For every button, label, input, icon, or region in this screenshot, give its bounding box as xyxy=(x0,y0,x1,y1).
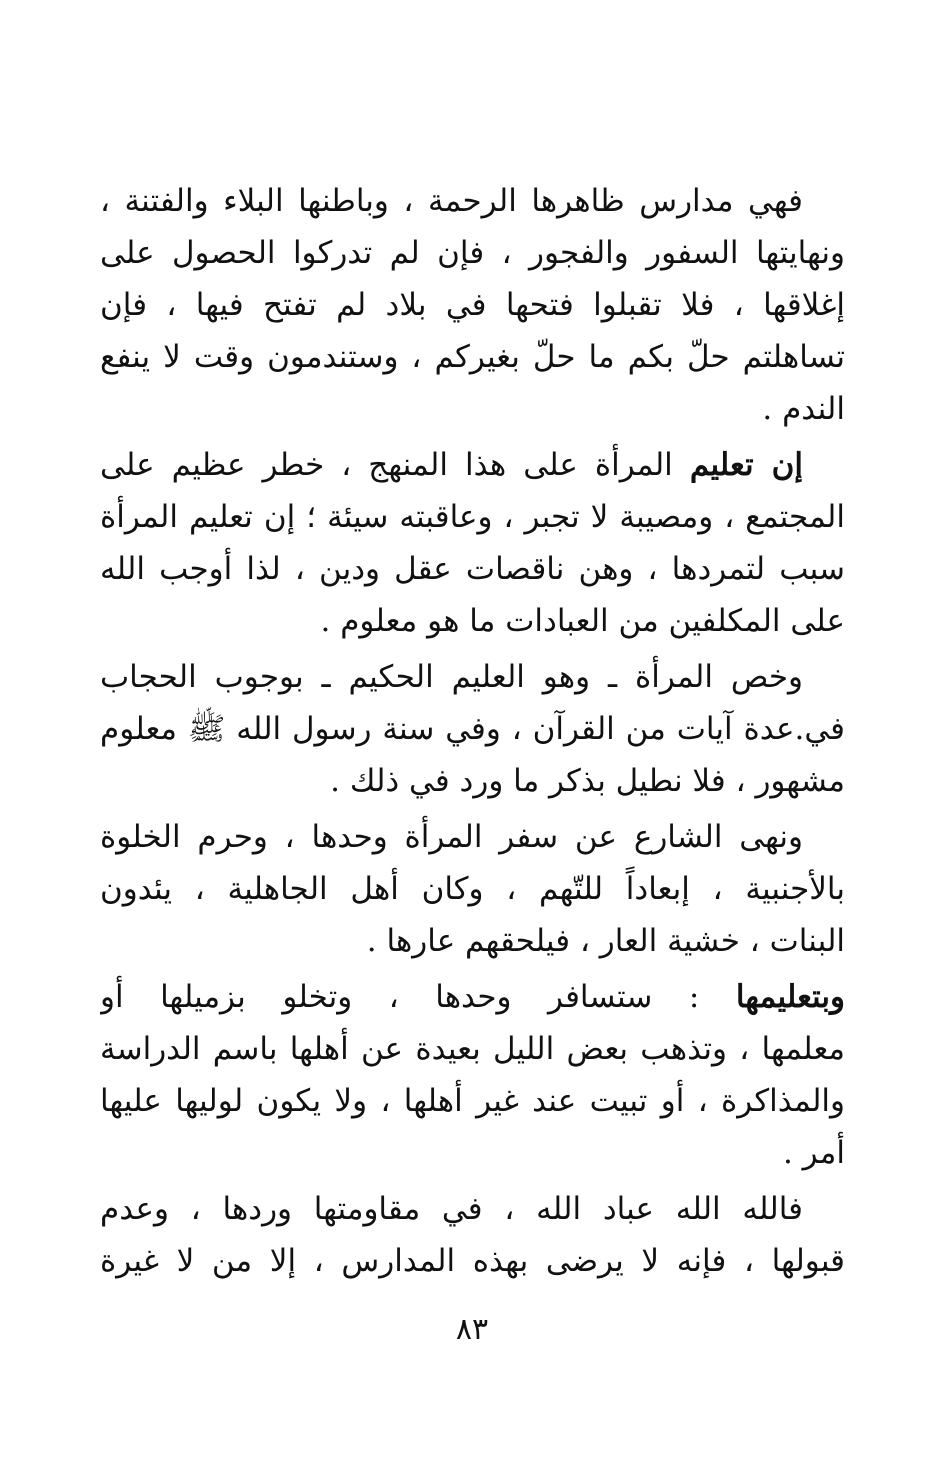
text-line: بالأجنبية ، إبعاداً للتّهم ، وكان أهل الجاهلية ، يئدون xyxy=(100,871,845,907)
body-text xyxy=(100,175,845,1287)
text-line: تساهلتم حلّ بكم ما حلّ بغيركم ، وستندمون وقت لا ينفع xyxy=(100,339,845,375)
text-line-rest: : ستسافر وحدها ، وتخلو بزميلها أو xyxy=(100,979,736,1015)
text-line-rest: المرأة على هذا المنهج ، خطر عظيم على xyxy=(100,447,690,483)
text-line: أمر . xyxy=(782,1135,845,1171)
text-line: المجتمع ، ومصيبة لا تجبر ، وعاقبته سيئة ؛ إن تعليم المرأة xyxy=(100,499,845,535)
text-line: سبب لتمردها ، وهن ناقصات عقل ودين ، لذا أوجب الله xyxy=(100,551,845,587)
text-line: على المكلفين من العبادات ما هو معلوم . xyxy=(320,603,845,639)
bold-lead-word: وبتعليمها xyxy=(735,979,845,1015)
text-line: ونهايتها السفور والفجور ، فإن لم تدركوا الحصول على xyxy=(100,235,845,271)
text-line xyxy=(100,971,845,1023)
text-line: في.عدة آيات من القرآن ، وفي سنة رسول الله ﷺ معلوم xyxy=(100,711,845,747)
text-line: البنات ، خشية العار ، فيلحقهم عارها . xyxy=(366,923,845,959)
text-line xyxy=(100,439,845,491)
text-line: مشهور ، فلا نطيل بذكر ما ورد في ذلك . xyxy=(330,763,845,799)
text-line: قبولها ، فإنه لا يرضى بهذه المدارس ، إلا من لا غيرة xyxy=(100,1243,845,1279)
text-line: الندم . xyxy=(762,391,845,427)
text-line: معلمها ، وتذهب بعض الليل بعيدة عن أهلها باسم الدراسة xyxy=(100,1031,845,1067)
text-line: والمذاكرة ، أو تبيت عند غير أهلها ، ولا يكون لوليها عليها xyxy=(100,1083,845,1119)
text-line: فالله الله عباد الله ، في مقاومتها وردها ، وعدم xyxy=(100,1191,803,1227)
bold-lead-word: إن تعليم xyxy=(689,447,803,483)
page-number: ٨٣ xyxy=(455,1312,489,1347)
text-line: ونهى الشارع عن سفر المرأة وحدها ، وحرم الخلوة xyxy=(100,819,803,855)
text-line: إغلاقها ، فلا تقبلوا فتحها في بلاد لم تفتح فيها ، فإن xyxy=(100,287,845,323)
text-line: وخص المرأة ـ وهو العليم الحكيم ـ بوجوب الحجاب xyxy=(100,659,803,695)
text-line: فهي مدارس ظاهرها الرحمة ، وباطنها البلاء والفتنة ، xyxy=(100,183,803,219)
